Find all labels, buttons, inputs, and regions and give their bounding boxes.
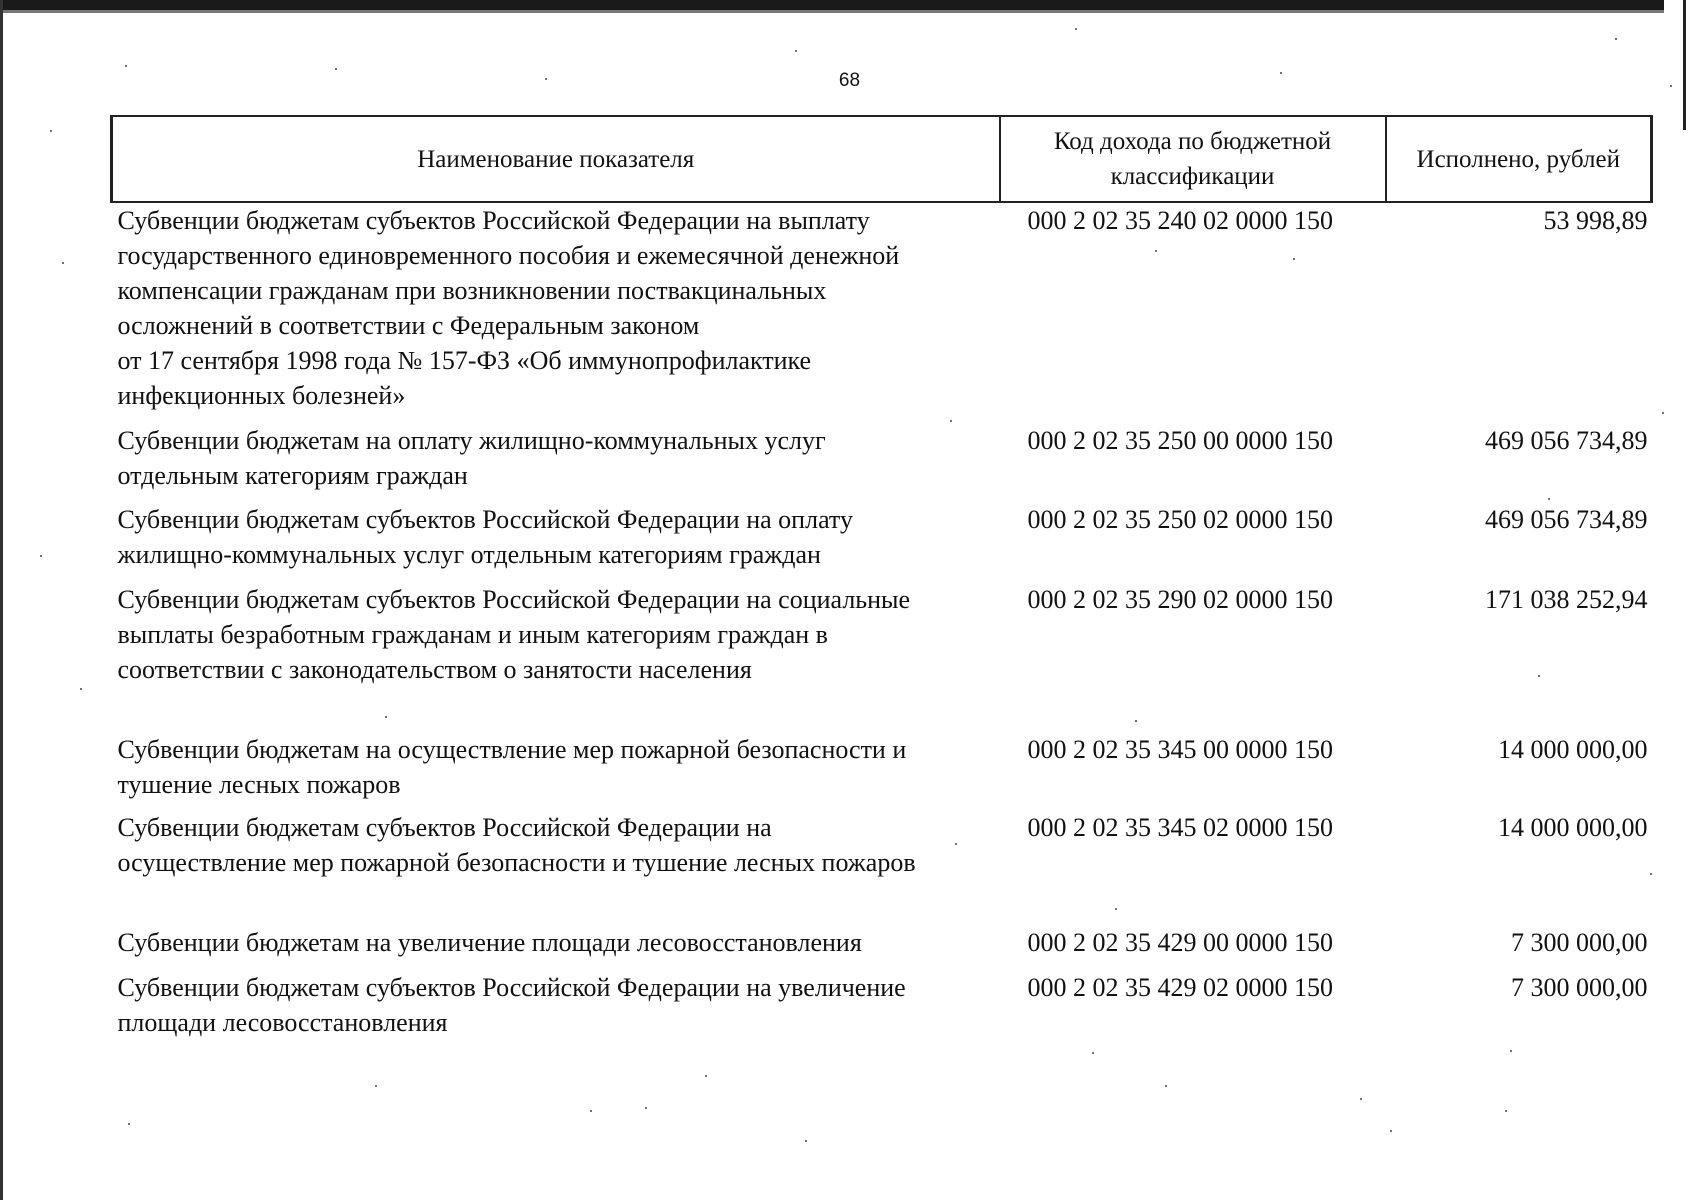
scan-left-edge [0,0,3,1200]
row-name-line: осложнений в соответствии с Федеральным законом [117,311,700,340]
page-number: 68 [838,70,861,91]
scan-speck [62,262,64,264]
scan-speck [125,65,127,67]
scan-speck [1505,1110,1507,1112]
scan-speck [1615,38,1617,40]
row-name-line: выплаты безработным гражданам и иным категориям граждан в [117,620,828,649]
scan-speck [80,688,82,690]
scan-speck [805,1140,807,1142]
scan-speck [1280,72,1282,74]
revenue-table [110,115,1653,1050]
scan-right-edge [1683,0,1686,130]
row-amount: 7 300 000,00 [1511,973,1648,1002]
row-amount: 7 300 000,00 [1511,928,1648,957]
row-name-line: Субвенции бюджетам субъектов Российской Федерации на увеличение [117,973,906,1002]
row-name-line: государственного единовременного пособия и ежемесячной денежной [117,241,900,270]
scan-speck [375,1085,377,1087]
row-name-line: инфекционных болезней» [117,381,406,410]
scan-speck [40,555,42,557]
scan-speck [1650,873,1652,875]
row-code: 000 2 02 35 429 02 0000 150 [1027,973,1333,1002]
page-number-container [0,70,1699,92]
row-amount: 171 038 252,94 [1485,585,1648,614]
row-name-line: жилищно-коммунальных услуг отдельным категориям граждан [117,540,821,569]
scan-speck [950,420,952,422]
row-name [112,502,1000,582]
scan-speck [1360,1098,1362,1100]
scan-speck [545,78,547,80]
scan-speck [955,843,957,845]
scan-top-edge [0,0,1664,10]
row-code: 000 2 02 35 250 00 0000 150 [1027,426,1333,455]
row-name [112,810,1000,925]
row-amount: 469 056 734,89 [1485,426,1648,455]
row-amount: 14 000 000,00 [1498,813,1648,842]
scan-speck [385,716,387,718]
row-name-line: тушение лесных пожаров [117,770,401,799]
row-code: 000 2 02 35 345 02 0000 150 [1027,813,1333,842]
scan-speck [1390,1130,1392,1132]
row-name [112,582,1000,732]
scan-speck [1548,498,1550,500]
row-name-line: Субвенции бюджетам субъектов Российской Федерации на оплату [117,505,853,534]
row-name-line: Субвенции бюджетам на осуществление мер пожарной безопасности и [117,735,907,764]
row-name-line: осуществление мер пожарной безопасности и тушение лесных пожаров [117,848,916,877]
row-name [112,970,1000,1050]
table-row [112,582,1652,732]
scan-speck [335,68,337,70]
scan-speck [1293,258,1295,260]
row-name [112,202,1000,423]
scan-speck [128,1123,130,1125]
table-row [112,732,1652,810]
table-row [112,925,1652,970]
scan-speck [795,50,797,52]
row-code: 000 2 02 35 345 00 0000 150 [1027,735,1333,764]
scan-speck [50,130,52,132]
table-row [112,810,1652,925]
row-name-line: Субвенции бюджетам субъектов Российской Федерации на [117,813,772,842]
row-code: 000 2 02 35 290 02 0000 150 [1027,585,1333,614]
scan-speck [705,1075,707,1077]
header-code: Код дохода по бюджетной классификации [1000,116,1386,202]
header-name: Наименование показателя [112,116,1000,202]
scan-speck [1092,1052,1094,1054]
row-name [112,423,1000,502]
row-name [112,732,1000,810]
table-row [112,970,1652,1050]
scan-speck [645,1107,647,1109]
row-code: 000 2 02 35 250 02 0000 150 [1027,505,1333,534]
table-row [112,502,1652,582]
scan-speck [1538,675,1540,677]
row-name-line: соответствии с законодательством о занятости населения [117,655,752,684]
table-header-row [112,116,1652,202]
scan-speck [1510,1050,1512,1052]
row-name-line: отдельным категориям граждан [117,461,468,490]
scan-speck [1155,250,1157,252]
scan-speck [1135,720,1137,722]
scan-speck [590,1110,592,1112]
header-amount: Исполнено, рублей [1386,116,1652,202]
row-amount: 53 998,89 [1543,206,1648,235]
row-code: 000 2 02 35 240 02 0000 150 [1027,206,1333,235]
row-name-line: компенсации гражданам при возникновении поствакцинальных [117,276,827,305]
scan-speck [1165,1085,1167,1087]
row-name-line: Субвенции бюджетам субъектов Российской Федерации на социальные [117,585,911,614]
scan-speck [1075,28,1077,30]
row-amount: 469 056 734,89 [1485,505,1648,534]
row-name [112,925,1000,970]
row-name-line: Субвенции бюджетам на оплату жилищно-коммунальных услуг [117,426,826,455]
table-row [112,202,1652,423]
row-name-line: площади лесовосстановления [117,1008,448,1037]
row-code: 000 2 02 35 429 00 0000 150 [1027,928,1333,957]
row-name-line: Субвенции бюджетам на увеличение площади лесовосстановления [117,928,862,957]
row-name-line: от 17 сентября 1998 года № 157-ФЗ «Об иммунопрофилактике [117,346,812,375]
scan-speck [1662,412,1664,414]
table-row [112,423,1652,502]
scan-speck [1115,908,1117,910]
row-amount: 14 000 000,00 [1498,735,1648,764]
row-name-line: Субвенции бюджетам субъектов Российской Федерации на выплату [117,206,870,235]
scan-speck [1670,85,1672,87]
